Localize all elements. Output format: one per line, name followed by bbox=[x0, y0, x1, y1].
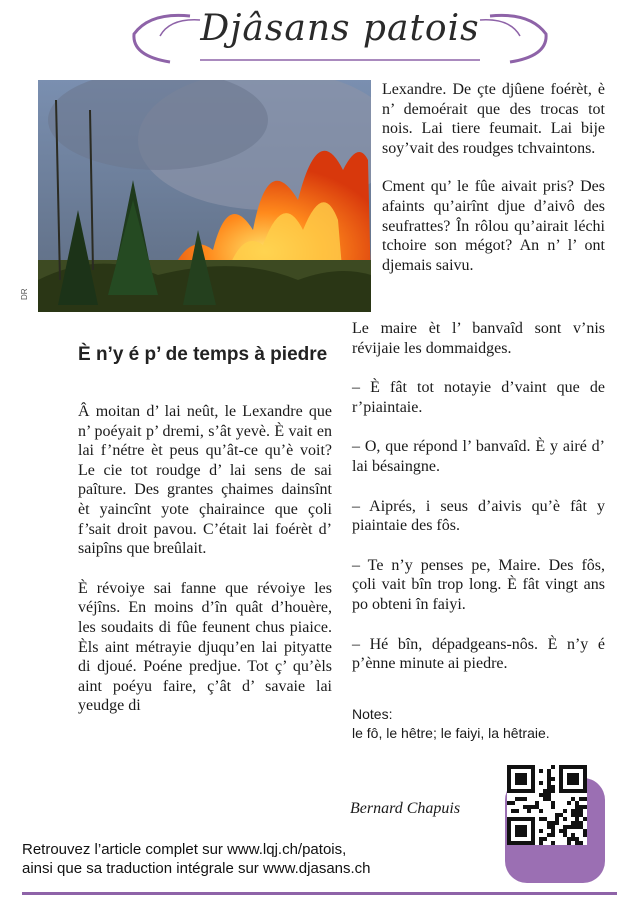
notes-text: le fô, le hêtre; le faiyi, la hêtraie. bbox=[352, 725, 550, 741]
forest-fire-photo bbox=[38, 80, 371, 312]
paragraph: Lexandre. De çte djûene foérèt, è n’ demoérait que des trocas tot nois. Lai tiere feumait. Lai bije soy’vait des roudges tchvaintons. bbox=[382, 81, 605, 157]
bottom-accent-bar bbox=[22, 892, 617, 895]
paragraph: Cment qu’ le fûe aivait pris? Des afaints qu’airînt djue d’aivô des seufrattes? În rôlou qu’airait léchi tchoire son mégot? An n’ l’ ont djemais saivu. bbox=[382, 178, 605, 274]
left-column bbox=[78, 402, 332, 736]
masthead bbox=[130, 4, 550, 66]
footer-line-translation-link[interactable]: ainsi que sa traduction intégrale sur www.djasans.ch bbox=[22, 860, 371, 877]
dialogue-line: – Hé bîn, dépadgeans-nôs. È n’y é p’ènne minute ai piedre. bbox=[352, 635, 605, 673]
footer bbox=[22, 840, 371, 878]
dialogue-line: – O, que répond l’ banvaîd. È y airé d’ lai bésaingne. bbox=[352, 438, 605, 475]
paragraph: È révoiye sai fanne que révoiye les véjîns. En moins d’în quât d’houère, les soudaits di fûe feunent chus piaice. Èls aint métrayie djuqu’en lai pityatte di djoué. Poéne predjue. Tot ç’ qu’èls aint poéyu faire, ç’ât d’ savaie lai yeudge di bbox=[78, 579, 332, 715]
dialogue-line: – Te n’y penses pe, Maire. Des fôs, çoli vait bîn trop long. È fât vingt ans po obteni în faiyi. bbox=[352, 556, 605, 613]
masthead-title: Djâsans patois bbox=[200, 8, 480, 49]
footer-line-article-link[interactable]: Retrouvez l’article complet sur www.lqj.ch/patois, bbox=[22, 841, 347, 858]
qr-code[interactable] bbox=[507, 765, 587, 845]
dialogue-line: – È fât tot notayie d’vaint que de r’piaintaie. bbox=[352, 379, 605, 416]
right-column bbox=[352, 319, 605, 694]
paragraph: Le maire èt l’ banvaîd sont v’nis révijaie les dommaidges. bbox=[352, 320, 605, 357]
paragraph: Â moitan d’ lai neût, le Lexandre que n’ poéyait p’ dremi, s’ât yevè. È vait en lai f’nétre èt peus qu’ât-ce qu’è voit? Le cie tot roudge d’ lai sens de sai paîture. Des grantes çhaimes dainsînt èt yaincînt yote çhairaince que çoli f’sait droit pavou. C’était lai foérèt d’ saipîns que breûlait. bbox=[78, 403, 332, 558]
photo-credit: DR bbox=[20, 288, 29, 300]
dialogue-line: – Aiprés, i seus d’aivis qu’è fât y piaintaie des fôs. bbox=[352, 497, 605, 535]
author-signature: Bernard Chapuis bbox=[350, 800, 461, 817]
notes bbox=[352, 705, 612, 743]
notes-label: Notes: bbox=[352, 706, 393, 722]
right-column-top bbox=[382, 80, 605, 294]
article-headline: È n’y é p’ de temps à piedre bbox=[78, 344, 328, 365]
